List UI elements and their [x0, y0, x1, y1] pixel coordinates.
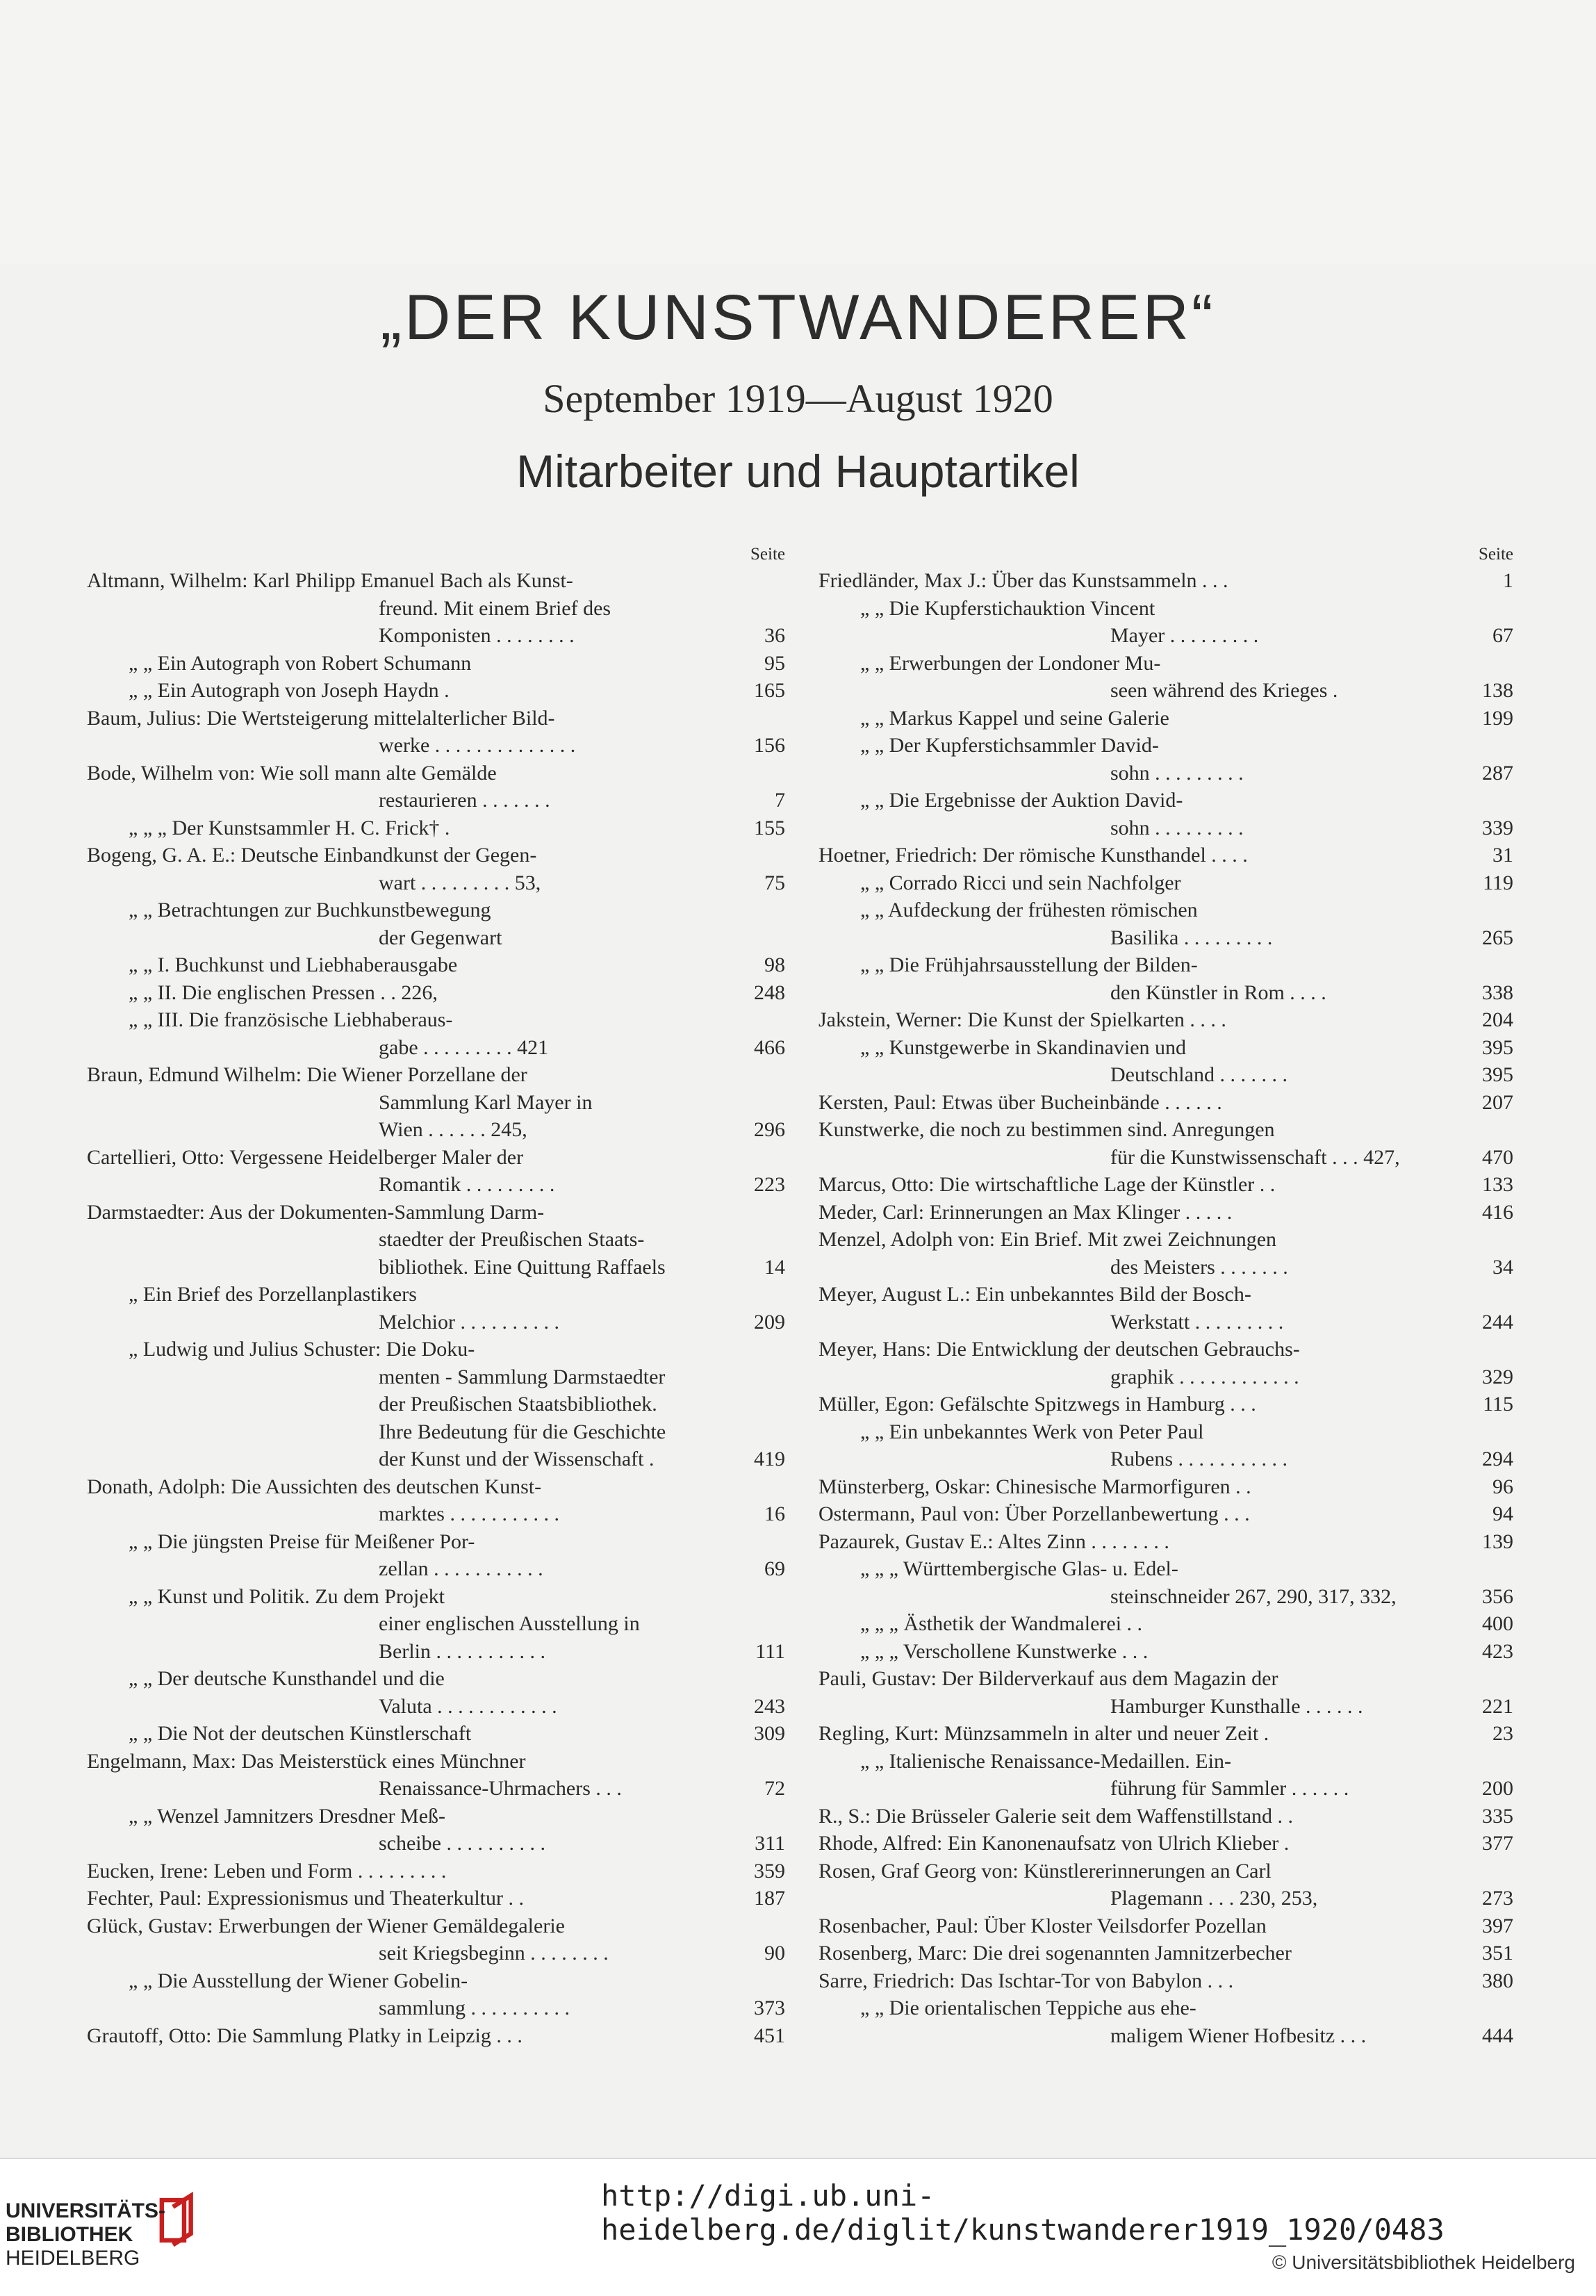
entry-text: Renaissance-Uhrmachers . . .	[379, 1777, 622, 1800]
entry-text: Baum, Julius: Die Wertsteigerung mittelalterlicher Bild-	[87, 706, 555, 730]
index-entry	[818, 814, 1513, 842]
entry-text: „ „ Ein Autograph von Joseph Haydn .	[129, 679, 450, 702]
entry-page-number: 400	[1482, 1612, 1513, 1635]
entry-page-number: 133	[1482, 1173, 1513, 1196]
entry-page-number: 265	[1482, 926, 1513, 949]
entry-page-number: 335	[1482, 1804, 1513, 1828]
entry-text: Rosenberg, Marc: Die drei sogenannten Jamnitzerbecher	[818, 1942, 1292, 1965]
entry-text: „ „ Die Not der deutschen Künstlerschaft	[129, 1722, 472, 1745]
entry-text: Glück, Gustav: Erwerbungen der Wiener Gemäldegalerie	[87, 1914, 565, 1937]
index-entry	[87, 1693, 785, 1721]
index-entry	[87, 1226, 785, 1254]
entry-page-number: 419	[754, 1448, 785, 1470]
index-entry	[818, 1638, 1513, 1666]
index-entry	[818, 896, 1513, 924]
index-entry	[87, 705, 785, 732]
entry-page-number: 273	[1482, 1887, 1513, 1910]
entry-text: „ Ein Brief des Porzellanplastikers	[129, 1283, 417, 1306]
entry-text: Eucken, Irene: Leben und Form . . . . . . . . .	[87, 1859, 447, 1883]
index-entry	[818, 1775, 1513, 1803]
index-entry	[87, 924, 785, 952]
entry-text: Müller, Egon: Gefälschte Spitzwegs in Hamburg . . .	[818, 1393, 1256, 1416]
index-entry	[818, 1391, 1513, 1418]
index-entry	[87, 1089, 785, 1117]
index-entry	[818, 650, 1513, 678]
entry-text: „ „ Italienische Renaissance-Medaillen. Ein-	[860, 1749, 1231, 1773]
index-entry	[87, 1994, 785, 2022]
index-entry	[818, 1994, 1513, 2022]
index-entry	[87, 1830, 785, 1858]
entry-text: Rubens . . . . . . . . . . .	[1110, 1448, 1288, 1470]
index-entry	[818, 1363, 1513, 1391]
entry-text: Valuta . . . . . . . . . . . .	[379, 1694, 557, 1718]
entry-page-number: 329	[1482, 1365, 1513, 1388]
index-entry	[87, 1473, 785, 1501]
entry-text: Menzel, Adolph von: Ein Brief. Mit zwei Zeichnungen	[818, 1228, 1277, 1251]
entry-page-number: 111	[755, 1639, 785, 1663]
entry-page-number: 223	[754, 1173, 785, 1196]
index-entry	[87, 760, 785, 787]
index-entry	[818, 1226, 1513, 1254]
index-entry	[818, 1281, 1513, 1309]
index-entry	[87, 1391, 785, 1418]
index-entry	[818, 1693, 1513, 1721]
entry-text: „ „ „ Der Kunstsammler H. C. Frick† .	[129, 816, 450, 839]
entry-page-number: 248	[754, 981, 785, 1004]
entry-text: Kunstwerke, die noch zu bestimmen sind. Anregungen	[818, 1118, 1275, 1141]
entry-text: Meyer, August L.: Ein unbekanntes Bild der Bosch-	[818, 1283, 1251, 1306]
entry-text: Rosen, Graf Georg von: Künstlererinnerungen an Carl	[818, 1859, 1272, 1883]
entry-text: Engelmann, Max: Das Meisterstück eines Münchner	[87, 1749, 526, 1773]
index-entry	[87, 1858, 785, 1885]
index-entry	[818, 732, 1513, 760]
entry-page-number: 16	[764, 1502, 785, 1525]
index-entry	[818, 1199, 1513, 1227]
page-column-label: Seite	[1479, 545, 1513, 564]
entry-page-number: 7	[775, 789, 785, 812]
entry-page-number: 356	[1482, 1584, 1513, 1608]
index-entry	[818, 1500, 1513, 1528]
index-entry	[87, 1555, 785, 1583]
index-entry	[818, 951, 1513, 979]
entry-page-number: 373	[754, 1996, 785, 2019]
index-entry	[818, 1830, 1513, 1858]
entry-page-number: 207	[1482, 1090, 1513, 1114]
entry-text: „ „ Erwerbungen der Londoner Mu-	[860, 651, 1161, 675]
index-entry	[87, 1418, 785, 1446]
entry-text: Cartellieri, Otto: Vergessene Heidelberger Maler der	[87, 1145, 524, 1169]
entry-text: Romantik . . . . . . . . .	[379, 1173, 555, 1196]
entry-text: freund. Mit einem Brief des	[379, 596, 611, 620]
index-entry	[87, 1281, 785, 1309]
index-entry	[818, 1665, 1513, 1693]
entry-text: Meyer, Hans: Die Entwicklung der deutschen Gebrauchs-	[818, 1338, 1300, 1361]
entry-text: Regling, Kurt: Münzsammeln in alter und neuer Zeit .	[818, 1722, 1269, 1745]
entry-page-number: 416	[1482, 1200, 1513, 1224]
entry-page-number: 209	[754, 1310, 785, 1334]
entry-page-number: 98	[764, 953, 785, 976]
entry-text: Altmann, Wilhelm: Karl Philipp Emanuel Bach als Kunst-	[87, 569, 573, 592]
entry-page-number: 380	[1482, 1969, 1513, 1992]
entry-text: „ Ludwig und Julius Schuster: Die Doku-	[129, 1338, 475, 1361]
index-entry	[87, 1803, 785, 1830]
index-entry	[87, 1638, 785, 1666]
entry-page-number: 1	[1503, 569, 1513, 592]
index-entry	[818, 760, 1513, 787]
entry-page-number: 200	[1482, 1777, 1513, 1800]
index-entry	[818, 622, 1513, 650]
entry-text: R., S.: Die Brüsseler Galerie seit dem Waffenstillstand . .	[818, 1804, 1294, 1828]
index-entry	[87, 1967, 785, 1995]
entry-text: Kersten, Paul: Etwas über Bucheinbände . . . . . .	[818, 1090, 1222, 1114]
entry-text: „ „ Kunstgewerbe in Skandinavien und	[860, 1035, 1187, 1059]
entry-text: scheibe . . . . . . . . . .	[379, 1832, 545, 1855]
library-name-line: HEIDELBERG	[6, 2247, 140, 2270]
entry-page-number: 75	[764, 871, 785, 894]
entry-page-number: 221	[1482, 1694, 1513, 1718]
entry-text: führung für Sammler . . . . . .	[1110, 1777, 1349, 1800]
index-entry	[818, 1912, 1513, 1940]
entry-text: „ „ Der deutsche Kunsthandel und die	[129, 1667, 445, 1690]
entry-text: Grautoff, Otto: Die Sammlung Platky in Leipzig . . .	[87, 2024, 523, 2047]
index-entry	[818, 1610, 1513, 1638]
index-entry	[818, 924, 1513, 952]
entry-page-number: 14	[764, 1255, 785, 1279]
index-entry	[818, 567, 1513, 595]
entry-text: Bode, Wilhelm von: Wie soll mann alte Gemälde	[87, 761, 497, 785]
entry-text: für die Kunstwissenschaft . . . 427,	[1110, 1145, 1400, 1169]
entry-text: „ „ Wenzel Jamnitzers Dresdner Meß-	[129, 1804, 446, 1828]
entry-page-number: 423	[1482, 1639, 1513, 1663]
entry-page-number: 96	[1492, 1475, 1513, 1498]
index-entry	[818, 1555, 1513, 1583]
entry-text: Mayer . . . . . . . . .	[1110, 624, 1259, 647]
entry-page-number: 309	[754, 1722, 785, 1745]
index-entry	[818, 1336, 1513, 1363]
index-entry	[818, 705, 1513, 732]
index-entry	[87, 595, 785, 623]
page-column-label: Seite	[750, 545, 785, 564]
entry-text: Plagemann . . . 230, 253,	[1110, 1887, 1318, 1910]
entry-text: restaurieren . . . . . . .	[379, 789, 550, 812]
entry-text: den Künstler in Rom . . . .	[1110, 981, 1326, 1004]
entry-text: sohn . . . . . . . . .	[1110, 816, 1244, 839]
index-entry	[818, 1254, 1513, 1281]
index-entry	[87, 2022, 785, 2050]
index-entry	[818, 1171, 1513, 1199]
entry-text: „ „ III. Die französische Liebhaberaus-	[129, 1008, 453, 1031]
entry-text: Ostermann, Paul von: Über Porzellanbewertung . . .	[818, 1502, 1250, 1525]
index-entry	[818, 1720, 1513, 1748]
entry-page-number: 243	[754, 1694, 785, 1718]
journal-title: „DER KUNSTWANDERER“	[380, 282, 1216, 353]
entry-page-number: 466	[754, 1035, 785, 1059]
index-entry	[87, 567, 785, 595]
entry-page-number: 138	[1482, 679, 1513, 702]
index-entry	[87, 677, 785, 705]
entry-page-number: 67	[1492, 624, 1513, 647]
index-column-left	[87, 542, 785, 2049]
entry-text: wart . . . . . . . . . 53,	[379, 871, 541, 894]
entry-text: „ „ Aufdeckung der frühesten römischen	[860, 899, 1198, 921]
index-entry	[818, 595, 1513, 623]
index-entry	[818, 1061, 1513, 1089]
index-entry	[87, 1885, 785, 1912]
entry-text: „ „ Die Frühjahrsausstellung der Bilden-	[860, 953, 1198, 976]
index-entry	[818, 1418, 1513, 1446]
entry-text: zellan . . . . . . . . . . .	[379, 1557, 543, 1580]
index-entry	[818, 1528, 1513, 1556]
entry-text: Marcus, Otto: Die wirtschaftliche Lage der Künstler . .	[818, 1173, 1276, 1196]
entry-page-number: 90	[764, 1942, 785, 1965]
page-margin-top	[0, 0, 1596, 264]
entry-page-number: 34	[1492, 1255, 1513, 1279]
entry-text: „ „ Markus Kappel und seine Galerie	[860, 706, 1169, 730]
index-entry	[87, 1500, 785, 1528]
entry-text: Melchior . . . . . . . . . .	[379, 1310, 559, 1334]
entry-page-number: 36	[764, 624, 785, 647]
entry-text: Bogeng, G. A. E.: Deutsche Einbandkunst der Gegen-	[87, 844, 537, 867]
entry-text: „ „ „ Verschollene Kunstwerke . . .	[860, 1639, 1149, 1663]
entry-text: „ „ Die orientalischen Teppiche aus ehe-	[860, 1996, 1196, 2019]
library-name-line: UNIVERSITÄTS-	[6, 2199, 166, 2222]
entry-text: Fechter, Paul: Expressionismus und Theaterkultur . .	[87, 1887, 524, 1910]
entry-text: menten - Sammlung Darmstaedter	[379, 1365, 666, 1388]
index-entry	[818, 1885, 1513, 1912]
index-entry	[818, 1967, 1513, 1995]
index-entry	[87, 1583, 785, 1611]
entry-text: „ „ Ein unbekanntes Werk von Peter Paul	[860, 1420, 1204, 1443]
entry-text: Sammlung Karl Mayer in	[379, 1090, 593, 1114]
index-entry	[818, 1006, 1513, 1034]
entry-page-number: 287	[1482, 761, 1513, 785]
index-entry	[87, 622, 785, 650]
index-entry	[818, 979, 1513, 1007]
index-entry	[818, 1748, 1513, 1776]
index-entry	[87, 1748, 785, 1776]
entry-text: Meder, Carl: Erinnerungen an Max Klinger . . . . .	[818, 1200, 1233, 1224]
entry-page-number: 339	[1482, 816, 1513, 839]
entry-text: Jakstein, Werner: Die Kunst der Spielkarten . . . .	[818, 1008, 1226, 1031]
index-entry	[87, 1144, 785, 1172]
entry-page-number: 470	[1482, 1145, 1513, 1169]
entry-text: Hoetner, Friedrich: Der römische Kunsthandel . . . .	[818, 844, 1248, 867]
library-name-line: BIBLIOTHEK	[6, 2223, 133, 2246]
entry-page-number: 69	[764, 1557, 785, 1580]
section-heading: Mitarbeiter und Hauptartikel	[516, 445, 1080, 497]
index-entry	[87, 1199, 785, 1227]
index-entry	[87, 1912, 785, 1940]
entry-page-number: 395	[1482, 1035, 1513, 1059]
permalink-url[interactable]: http://digi.ub.uni-heidelberg.de/diglit/kunstwanderer1919_1920/0483	[601, 2179, 1445, 2247]
entry-text: maligem Wiener Hofbesitz . . .	[1110, 2024, 1367, 2047]
entry-page-number: 187	[754, 1887, 785, 1910]
entry-text: Münsterberg, Oskar: Chinesische Marmorfiguren . .	[818, 1475, 1251, 1498]
entry-text: gabe . . . . . . . . . 421	[379, 1035, 549, 1059]
entry-text: steinschneider 267, 290, 317, 332,	[1110, 1584, 1397, 1608]
index-entry	[87, 979, 785, 1007]
entry-text: einer englischen Ausstellung in	[379, 1612, 640, 1635]
entry-text: Pazaurek, Gustav E.: Altes Zinn . . . . . . . .	[818, 1530, 1169, 1553]
entry-page-number: 444	[1482, 2024, 1513, 2047]
entry-text: „ „ I. Buchkunst und Liebhaberausgabe	[129, 953, 458, 976]
entry-text: „ „ II. Die englischen Pressen . . 226,	[129, 981, 438, 1004]
index-entry	[87, 1309, 785, 1336]
index-entry	[818, 1583, 1513, 1611]
entry-text: „ „ Die Kupferstichauktion Vincent	[860, 596, 1155, 620]
index-entry	[87, 1720, 785, 1748]
entry-text: Berlin . . . . . . . . . . .	[379, 1639, 545, 1663]
index-entry	[818, 2022, 1513, 2050]
index-entry	[87, 1528, 785, 1556]
index-entry	[818, 842, 1513, 869]
entry-page-number: 115	[1483, 1393, 1513, 1416]
entry-text: Komponisten . . . . . . . .	[379, 624, 575, 647]
entry-text: sammlung . . . . . . . . . .	[379, 1996, 570, 2019]
entry-page-number: 338	[1482, 981, 1513, 1004]
entry-text: sohn . . . . . . . . .	[1110, 761, 1244, 785]
index-entry	[818, 1803, 1513, 1830]
entry-text: „ „ Der Kupferstichsammler David-	[860, 734, 1159, 757]
entry-text: Braun, Edmund Wilhelm: Die Wiener Porzellane der	[87, 1063, 527, 1086]
entry-text: staedter der Preußischen Staats-	[379, 1228, 645, 1251]
index-entry	[818, 787, 1513, 814]
entry-text: „ „ Kunst und Politik. Zu dem Projekt	[129, 1584, 445, 1608]
entry-text: Rosenbacher, Paul: Über Kloster Veilsdorfer Pozellan	[818, 1914, 1267, 1937]
index-entry	[87, 1336, 785, 1363]
entry-page-number: 351	[1482, 1942, 1513, 1965]
index-entry	[87, 1034, 785, 1062]
entry-text: werke . . . . . . . . . . . . . .	[379, 734, 576, 757]
index-entry	[87, 1610, 785, 1638]
index-entry	[818, 1089, 1513, 1117]
entry-text: Wien . . . . . . 245,	[379, 1118, 527, 1141]
entry-page-number: 23	[1492, 1722, 1513, 1745]
entry-page-number: 294	[1482, 1448, 1513, 1470]
index-entry	[818, 1144, 1513, 1172]
index-entry	[87, 1006, 785, 1034]
index-entry	[87, 896, 785, 924]
index-entry	[87, 869, 785, 897]
entry-text: „ „ „ Württembergische Glas- u. Edel-	[860, 1557, 1178, 1580]
entry-text: seit Kriegsbeginn . . . . . . . .	[379, 1942, 609, 1965]
entry-text: „ „ „ Ästhetik der Wandmalerei . .	[860, 1612, 1143, 1635]
entry-text: Donath, Adolph: Die Aussichten des deutschen Kunst-	[87, 1475, 542, 1498]
entry-text: Werkstatt . . . . . . . . .	[1110, 1310, 1284, 1334]
index-entry	[818, 1309, 1513, 1336]
index-entry	[818, 1034, 1513, 1062]
index-entry	[87, 1171, 785, 1199]
entry-text: Deutschland . . . . . . .	[1110, 1063, 1288, 1086]
entry-page-number: 199	[1482, 706, 1513, 730]
index-entry	[87, 787, 785, 814]
entry-text: seen während des Krieges .	[1110, 679, 1338, 702]
entry-page-number: 311	[755, 1832, 785, 1855]
index-entry	[818, 677, 1513, 705]
index-entry	[87, 814, 785, 842]
index-entry	[87, 1940, 785, 1967]
entry-text: der Kunst und der Wissenschaft .	[379, 1448, 655, 1470]
index-entry	[87, 842, 785, 869]
index-entry	[818, 1445, 1513, 1473]
entry-page-number: 119	[1483, 871, 1513, 894]
library-name	[6, 2199, 165, 2270]
index-entry	[818, 1473, 1513, 1501]
entry-page-number: 395	[1482, 1063, 1513, 1086]
entry-text: Friedländer, Max J.: Über das Kunstsammeln . . .	[818, 569, 1228, 592]
entry-page-number: 139	[1482, 1530, 1513, 1553]
volume-period: September 1919—August 1920	[543, 376, 1053, 421]
entry-page-number: 397	[1482, 1914, 1513, 1937]
entry-text: bibliothek. Eine Quittung Raffaels	[379, 1255, 666, 1279]
entry-text: Hamburger Kunsthalle . . . . . .	[1110, 1694, 1363, 1718]
entry-page-number: 31	[1492, 844, 1513, 867]
entry-text: der Gegenwart	[379, 926, 502, 949]
index-entry	[87, 1116, 785, 1144]
entry-text: Pauli, Gustav: Der Bilderverkauf aus dem Magazin der	[818, 1667, 1278, 1690]
entry-text: marktes . . . . . . . . . . .	[379, 1502, 559, 1525]
entry-text: Rhode, Alfred: Ein Kanonenaufsatz von Ulrich Klieber .	[818, 1832, 1290, 1855]
entry-text: „ „ Die Ausstellung der Wiener Gobelin-	[129, 1969, 468, 1992]
index-entry	[87, 1665, 785, 1693]
entry-page-number: 244	[1482, 1310, 1513, 1334]
index-column-right	[818, 542, 1513, 2049]
entry-page-number: 94	[1492, 1502, 1513, 1525]
entry-page-number: 95	[764, 651, 785, 675]
entry-text: Sarre, Friedrich: Das Ischtar-Tor von Babylon . . .	[818, 1969, 1234, 1992]
entry-text: Ihre Bedeutung für die Geschichte	[379, 1420, 666, 1443]
entry-page-number: 156	[754, 734, 785, 757]
entry-text: „ „ Corrado Ricci und sein Nachfolger	[860, 871, 1181, 894]
entry-page-number: 296	[754, 1118, 785, 1141]
entry-page-number: 204	[1482, 1008, 1513, 1031]
entry-text: Darmstaedter: Aus der Dokumenten-Sammlung Darm-	[87, 1200, 545, 1224]
index-entry	[818, 1858, 1513, 1885]
index-entry	[87, 1775, 785, 1803]
entry-text: „ „ Ein Autograph von Robert Schumann	[129, 651, 472, 675]
index-entry	[87, 732, 785, 760]
index-entry	[818, 1116, 1513, 1144]
index-entry	[818, 869, 1513, 897]
entry-text: des Meisters . . . . . . .	[1110, 1255, 1288, 1279]
entry-page-number: 359	[754, 1859, 785, 1883]
entry-text: „ „ Die jüngsten Preise für Meißener Por-	[129, 1530, 475, 1553]
entry-text: „ „ Betrachtungen zur Buchkunstbewegung	[129, 899, 491, 921]
index-entry	[87, 650, 785, 678]
entry-page-number: 72	[764, 1777, 785, 1800]
copyright-notice: © Universitätsbibliothek Heidelberg	[1272, 2252, 1575, 2273]
index-entry	[87, 1254, 785, 1281]
entry-page-number: 155	[754, 816, 785, 839]
entry-page-number: 451	[754, 2024, 785, 2047]
entry-text: graphik . . . . . . . . . . . .	[1110, 1365, 1299, 1388]
entry-page-number: 377	[1482, 1832, 1513, 1855]
index-entry	[818, 1940, 1513, 1967]
entry-text: der Preußischen Staatsbibliothek.	[379, 1393, 657, 1416]
entry-text: Basilika . . . . . . . . .	[1110, 926, 1273, 949]
index-entry	[87, 1363, 785, 1391]
entry-page-number: 165	[754, 679, 785, 702]
entry-text: „ „ Die Ergebnisse der Auktion David-	[860, 789, 1183, 812]
index-entry	[87, 951, 785, 979]
index-entry	[87, 1445, 785, 1473]
index-entry	[87, 1061, 785, 1089]
